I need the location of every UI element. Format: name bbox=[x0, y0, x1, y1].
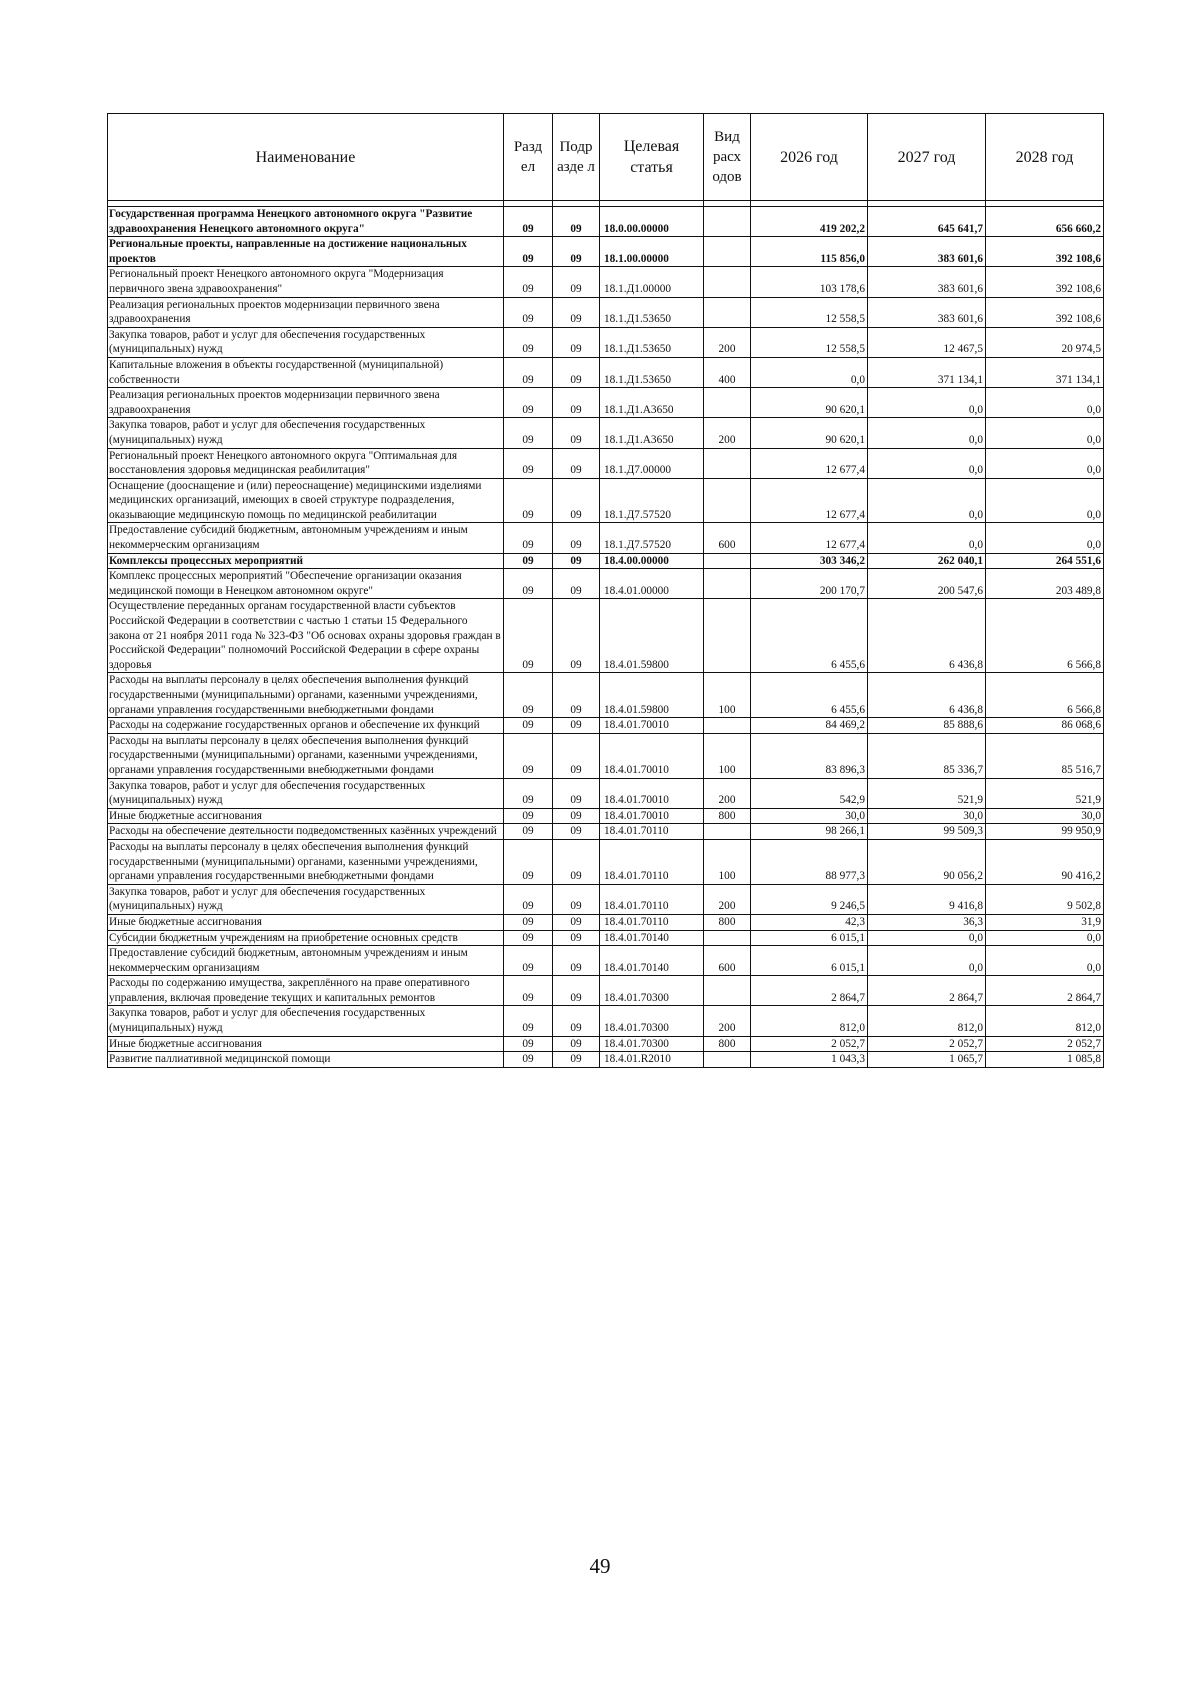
row-2026-cell: 88 977,3 bbox=[751, 839, 868, 884]
row-2027-cell: 521,9 bbox=[868, 778, 986, 808]
row-target-cell: 18.4.01.70010 bbox=[600, 778, 704, 808]
row-target-cell: 18.4.01.70010 bbox=[600, 718, 704, 734]
row-2027-cell: 36,3 bbox=[868, 914, 986, 930]
row-subsection-cell: 09 bbox=[553, 1006, 600, 1036]
row-target-cell: 18.1.Д1.53650 bbox=[600, 327, 704, 357]
row-2028-cell: 521,9 bbox=[986, 778, 1104, 808]
row-subsection-cell: 09 bbox=[553, 778, 600, 808]
row-name-cell: Предоставление субсидий бюджетным, автономным учреждениям и иным некоммерческим организациям bbox=[108, 523, 504, 553]
row-subsection-cell: 09 bbox=[553, 237, 600, 267]
table-row bbox=[108, 478, 1104, 523]
row-name-cell: Расходы на выплаты персоналу в целях обеспечения выполнения функций государственными (муниципальными) органами, казенными учреждениями, органами управления государственными внебюджетными фондами bbox=[108, 673, 504, 718]
row-name-cell: Иные бюджетные ассигнования bbox=[108, 808, 504, 824]
row-section-cell: 09 bbox=[504, 599, 553, 673]
header-section: Разд ел bbox=[504, 114, 553, 201]
row-section-cell: 09 bbox=[504, 388, 553, 418]
row-name-cell: Иные бюджетные ассигнования bbox=[108, 914, 504, 930]
table-row bbox=[108, 388, 1104, 418]
row-2027-cell: 12 467,5 bbox=[868, 327, 986, 357]
row-name-cell: Капитальные вложения в объекты государственной (муниципальной) собственности bbox=[108, 357, 504, 387]
table-row bbox=[108, 824, 1104, 840]
row-name-cell: Реализация региональных проектов модернизации первичного звена здравоохранения bbox=[108, 388, 504, 418]
row-expense-type-cell bbox=[704, 569, 751, 599]
row-section-cell: 09 bbox=[504, 839, 553, 884]
row-subsection-cell: 09 bbox=[553, 478, 600, 523]
row-2027-cell: 85 888,6 bbox=[868, 718, 986, 734]
table-row bbox=[108, 884, 1104, 914]
row-expense-type-cell bbox=[704, 207, 751, 237]
table-body bbox=[108, 201, 1104, 1068]
table-row bbox=[108, 839, 1104, 884]
row-2026-cell: 98 266,1 bbox=[751, 824, 868, 840]
row-target-cell: 18.4.01.70140 bbox=[600, 930, 704, 946]
table-row bbox=[108, 569, 1104, 599]
row-subsection-cell: 09 bbox=[553, 884, 600, 914]
row-subsection-cell: 09 bbox=[553, 673, 600, 718]
row-2027-cell: 90 056,2 bbox=[868, 839, 986, 884]
row-subsection-cell: 09 bbox=[553, 718, 600, 734]
row-2027-cell: 383 601,6 bbox=[868, 237, 986, 267]
row-2028-cell: 1 085,8 bbox=[986, 1052, 1104, 1068]
row-name-cell: Расходы на обеспечение деятельности подведомственных казённых учреждений bbox=[108, 824, 504, 840]
row-expense-type-cell bbox=[704, 237, 751, 267]
row-name-cell: Региональный проект Ненецкого автономного округа "Модернизация первичного звена здравоохранения" bbox=[108, 267, 504, 297]
row-2026-cell: 42,3 bbox=[751, 914, 868, 930]
row-2028-cell: 90 416,2 bbox=[986, 839, 1104, 884]
row-name-cell: Государственная программа Ненецкого автономного округа "Развитие здравоохранения Ненецкого автономного округа" bbox=[108, 207, 504, 237]
row-section-cell: 09 bbox=[504, 569, 553, 599]
row-section-cell: 09 bbox=[504, 418, 553, 448]
row-2026-cell: 30,0 bbox=[751, 808, 868, 824]
row-name-cell: Предоставление субсидий бюджетным, автономным учреждениям и иным некоммерческим организациям bbox=[108, 946, 504, 976]
row-2026-cell: 0,0 bbox=[751, 357, 868, 387]
row-target-cell: 18.4.01.70300 bbox=[600, 1006, 704, 1036]
row-target-cell: 18.1.Д7.57520 bbox=[600, 478, 704, 523]
row-2026-cell: 12 677,4 bbox=[751, 448, 868, 478]
row-2026-cell: 90 620,1 bbox=[751, 388, 868, 418]
row-name-cell: Закупка товаров, работ и услуг для обеспечения государственных (муниципальных) нужд bbox=[108, 327, 504, 357]
table-row bbox=[108, 599, 1104, 673]
row-section-cell: 09 bbox=[504, 673, 553, 718]
row-section-cell: 09 bbox=[504, 930, 553, 946]
row-2026-cell: 9 246,5 bbox=[751, 884, 868, 914]
row-subsection-cell: 09 bbox=[553, 733, 600, 778]
row-subsection-cell: 09 bbox=[553, 327, 600, 357]
row-2027-cell: 30,0 bbox=[868, 808, 986, 824]
row-2027-cell: 85 336,7 bbox=[868, 733, 986, 778]
row-2027-cell: 0,0 bbox=[868, 388, 986, 418]
row-expense-type-cell: 200 bbox=[704, 778, 751, 808]
row-expense-type-cell bbox=[704, 718, 751, 734]
row-2028-cell: 371 134,1 bbox=[986, 357, 1104, 387]
row-2026-cell: 812,0 bbox=[751, 1006, 868, 1036]
row-2027-cell: 6 436,8 bbox=[868, 599, 986, 673]
row-2028-cell: 86 068,6 bbox=[986, 718, 1104, 734]
row-2028-cell: 656 660,2 bbox=[986, 207, 1104, 237]
row-2027-cell: 1 065,7 bbox=[868, 1052, 986, 1068]
row-section-cell: 09 bbox=[504, 946, 553, 976]
row-expense-type-cell: 600 bbox=[704, 946, 751, 976]
row-section-cell: 09 bbox=[504, 884, 553, 914]
row-name-cell: Расходы по содержанию имущества, закреплённого на праве оперативного управления, включая проведение текущих и капитальных ремонтов bbox=[108, 976, 504, 1006]
row-section-cell: 09 bbox=[504, 297, 553, 327]
table-row bbox=[108, 930, 1104, 946]
row-2027-cell: 383 601,6 bbox=[868, 267, 986, 297]
table-row bbox=[108, 523, 1104, 553]
row-expense-type-cell: 100 bbox=[704, 733, 751, 778]
row-expense-type-cell bbox=[704, 478, 751, 523]
table-row bbox=[108, 327, 1104, 357]
row-2026-cell: 1 043,3 bbox=[751, 1052, 868, 1068]
row-subsection-cell: 09 bbox=[553, 930, 600, 946]
row-name-cell: Закупка товаров, работ и услуг для обеспечения государственных (муниципальных) нужд bbox=[108, 418, 504, 448]
row-2028-cell: 20 974,5 bbox=[986, 327, 1104, 357]
row-target-cell: 18.1.Д7.57520 bbox=[600, 523, 704, 553]
row-name-cell: Комплекс процессных мероприятий "Обеспечение организации оказания медицинской помощи в Ненецком автономном округе" bbox=[108, 569, 504, 599]
row-2028-cell: 30,0 bbox=[986, 808, 1104, 824]
row-section-cell: 09 bbox=[504, 237, 553, 267]
row-2026-cell: 12 677,4 bbox=[751, 478, 868, 523]
row-2027-cell: 0,0 bbox=[868, 523, 986, 553]
row-section-cell: 09 bbox=[504, 914, 553, 930]
row-expense-type-cell: 800 bbox=[704, 914, 751, 930]
row-subsection-cell: 09 bbox=[553, 599, 600, 673]
row-target-cell: 18.4.01.59800 bbox=[600, 673, 704, 718]
header-year-2028: 2028 год bbox=[986, 114, 1104, 201]
row-section-cell: 09 bbox=[504, 448, 553, 478]
table-row bbox=[108, 267, 1104, 297]
table-row bbox=[108, 1006, 1104, 1036]
row-target-cell: 18.0.00.00000 bbox=[600, 207, 704, 237]
row-2027-cell: 0,0 bbox=[868, 946, 986, 976]
row-target-cell: 18.4.01.70010 bbox=[600, 808, 704, 824]
row-subsection-cell: 09 bbox=[553, 569, 600, 599]
header-subsection: Подр азде л bbox=[553, 114, 600, 201]
row-target-cell: 18.4.01.59800 bbox=[600, 599, 704, 673]
row-target-cell: 18.4.01.70010 bbox=[600, 733, 704, 778]
row-2028-cell: 0,0 bbox=[986, 478, 1104, 523]
row-section-cell: 09 bbox=[504, 808, 553, 824]
row-2027-cell: 2 864,7 bbox=[868, 976, 986, 1006]
table-row bbox=[108, 418, 1104, 448]
row-target-cell: 18.1.Д1.53650 bbox=[600, 297, 704, 327]
row-name-cell: Иные бюджетные ассигнования bbox=[108, 1036, 504, 1052]
row-expense-type-cell: 400 bbox=[704, 357, 751, 387]
row-target-cell: 18.4.01.R2010 bbox=[600, 1052, 704, 1068]
table-row bbox=[108, 448, 1104, 478]
row-2026-cell: 2 864,7 bbox=[751, 976, 868, 1006]
row-2027-cell: 9 416,8 bbox=[868, 884, 986, 914]
row-subsection-cell: 09 bbox=[553, 357, 600, 387]
table-row bbox=[108, 1052, 1104, 1068]
row-expense-type-cell bbox=[704, 930, 751, 946]
row-2026-cell: 6 455,6 bbox=[751, 673, 868, 718]
row-name-cell: Региональные проекты, направленные на достижение национальных проектов bbox=[108, 237, 504, 267]
row-section-cell: 09 bbox=[504, 718, 553, 734]
row-expense-type-cell: 200 bbox=[704, 884, 751, 914]
row-2026-cell: 419 202,2 bbox=[751, 207, 868, 237]
row-2026-cell: 6 015,1 bbox=[751, 946, 868, 976]
row-2026-cell: 6 015,1 bbox=[751, 930, 868, 946]
row-2028-cell: 0,0 bbox=[986, 448, 1104, 478]
row-section-cell: 09 bbox=[504, 207, 553, 237]
row-2028-cell: 2 052,7 bbox=[986, 1036, 1104, 1052]
row-section-cell: 09 bbox=[504, 523, 553, 553]
row-section-cell: 09 bbox=[504, 1052, 553, 1068]
header-expense-type: Вид расх одов bbox=[704, 114, 751, 201]
row-section-cell: 09 bbox=[504, 733, 553, 778]
row-2028-cell: 2 864,7 bbox=[986, 976, 1104, 1006]
row-target-cell: 18.4.01.70110 bbox=[600, 824, 704, 840]
row-2027-cell: 0,0 bbox=[868, 478, 986, 523]
row-2028-cell: 0,0 bbox=[986, 930, 1104, 946]
row-2026-cell: 6 455,6 bbox=[751, 599, 868, 673]
table-header-row bbox=[108, 114, 1104, 201]
row-name-cell: Закупка товаров, работ и услуг для обеспечения государственных (муниципальных) нужд bbox=[108, 884, 504, 914]
row-name-cell: Осуществление переданных органам государственной власти субъектов Российской Федерации в соответствии с частью 1 статьи 15 Федерального закона от 21 ноября 2011 года № 323-ФЗ "Об основах охраны здоровья граждан в Российской Федерации" полномочий Российской Федерации в сфере охраны здоровья bbox=[108, 599, 504, 673]
row-expense-type-cell: 200 bbox=[704, 327, 751, 357]
budget-table bbox=[107, 113, 1104, 1068]
row-2028-cell: 9 502,8 bbox=[986, 884, 1104, 914]
row-section-cell: 09 bbox=[504, 478, 553, 523]
row-subsection-cell: 09 bbox=[553, 1052, 600, 1068]
row-expense-type-cell bbox=[704, 976, 751, 1006]
table-row bbox=[108, 297, 1104, 327]
table-row bbox=[108, 733, 1104, 778]
row-2026-cell: 103 178,6 bbox=[751, 267, 868, 297]
header-year-2026: 2026 год bbox=[751, 114, 868, 201]
row-section-cell: 09 bbox=[504, 1036, 553, 1052]
row-2028-cell: 6 566,8 bbox=[986, 673, 1104, 718]
row-2028-cell: 6 566,8 bbox=[986, 599, 1104, 673]
row-section-cell: 09 bbox=[504, 976, 553, 1006]
row-subsection-cell: 09 bbox=[553, 267, 600, 297]
row-2026-cell: 84 469,2 bbox=[751, 718, 868, 734]
table-row bbox=[108, 553, 1104, 569]
table-row bbox=[108, 914, 1104, 930]
row-subsection-cell: 09 bbox=[553, 297, 600, 327]
row-section-cell: 09 bbox=[504, 553, 553, 569]
row-target-cell: 18.1.Д1.00000 bbox=[600, 267, 704, 297]
row-section-cell: 09 bbox=[504, 1006, 553, 1036]
row-name-cell: Закупка товаров, работ и услуг для обеспечения государственных (муниципальных) нужд bbox=[108, 1006, 504, 1036]
row-2028-cell: 0,0 bbox=[986, 388, 1104, 418]
row-expense-type-cell: 800 bbox=[704, 1036, 751, 1052]
row-expense-type-cell bbox=[704, 267, 751, 297]
row-target-cell: 18.4.01.70110 bbox=[600, 884, 704, 914]
row-2027-cell: 0,0 bbox=[868, 930, 986, 946]
row-target-cell: 18.4.01.70110 bbox=[600, 839, 704, 884]
row-2027-cell: 6 436,8 bbox=[868, 673, 986, 718]
row-subsection-cell: 09 bbox=[553, 207, 600, 237]
row-expense-type-cell bbox=[704, 1052, 751, 1068]
row-2028-cell: 812,0 bbox=[986, 1006, 1104, 1036]
row-section-cell: 09 bbox=[504, 778, 553, 808]
row-name-cell: Реализация региональных проектов модернизации первичного звена здравоохранения bbox=[108, 297, 504, 327]
row-expense-type-cell bbox=[704, 599, 751, 673]
row-target-cell: 18.4.01.70140 bbox=[600, 946, 704, 976]
row-2026-cell: 200 170,7 bbox=[751, 569, 868, 599]
row-expense-type-cell: 100 bbox=[704, 673, 751, 718]
row-expense-type-cell: 200 bbox=[704, 418, 751, 448]
row-name-cell: Расходы на выплаты персоналу в целях обеспечения выполнения функций государственными (муниципальными) органами, казенными учреждениями, органами управления государственными внебюджетными фондами bbox=[108, 733, 504, 778]
row-target-cell: 18.1.Д1.53650 bbox=[600, 357, 704, 387]
row-name-cell: Оснащение (дооснащение и (или) переоснащение) медицинскими изделиями медицинских организаций, имеющих в своей структуре подразделения, оказывающие медицинскую помощь по медицинской реабилитации bbox=[108, 478, 504, 523]
row-section-cell: 09 bbox=[504, 357, 553, 387]
table-row bbox=[108, 357, 1104, 387]
row-subsection-cell: 09 bbox=[553, 388, 600, 418]
row-2028-cell: 0,0 bbox=[986, 523, 1104, 553]
row-2027-cell: 371 134,1 bbox=[868, 357, 986, 387]
row-section-cell: 09 bbox=[504, 327, 553, 357]
row-2027-cell: 2 052,7 bbox=[868, 1036, 986, 1052]
row-name-cell: Закупка товаров, работ и услуг для обеспечения государственных (муниципальных) нужд bbox=[108, 778, 504, 808]
row-2028-cell: 392 108,6 bbox=[986, 297, 1104, 327]
row-2026-cell: 542,9 bbox=[751, 778, 868, 808]
row-2027-cell: 0,0 bbox=[868, 418, 986, 448]
row-target-cell: 18.4.01.70300 bbox=[600, 1036, 704, 1052]
row-2027-cell: 99 509,3 bbox=[868, 824, 986, 840]
row-2028-cell: 203 489,8 bbox=[986, 569, 1104, 599]
row-expense-type-cell bbox=[704, 824, 751, 840]
row-expense-type-cell bbox=[704, 553, 751, 569]
row-2026-cell: 90 620,1 bbox=[751, 418, 868, 448]
row-subsection-cell: 09 bbox=[553, 553, 600, 569]
row-expense-type-cell: 600 bbox=[704, 523, 751, 553]
row-expense-type-cell: 800 bbox=[704, 808, 751, 824]
row-expense-type-cell bbox=[704, 297, 751, 327]
row-expense-type-cell bbox=[704, 448, 751, 478]
row-target-cell: 18.1.Д1.А3650 bbox=[600, 418, 704, 448]
table-row bbox=[108, 1036, 1104, 1052]
row-expense-type-cell: 100 bbox=[704, 839, 751, 884]
row-subsection-cell: 09 bbox=[553, 1036, 600, 1052]
row-2028-cell: 85 516,7 bbox=[986, 733, 1104, 778]
row-2026-cell: 2 052,7 bbox=[751, 1036, 868, 1052]
row-2027-cell: 0,0 bbox=[868, 448, 986, 478]
row-expense-type-cell: 200 bbox=[704, 1006, 751, 1036]
row-subsection-cell: 09 bbox=[553, 808, 600, 824]
row-2028-cell: 0,0 bbox=[986, 418, 1104, 448]
row-2026-cell: 12 558,5 bbox=[751, 327, 868, 357]
row-subsection-cell: 09 bbox=[553, 914, 600, 930]
page-number: 49 bbox=[589, 1554, 611, 1578]
table-row bbox=[108, 778, 1104, 808]
row-subsection-cell: 09 bbox=[553, 523, 600, 553]
row-target-cell: 18.4.01.70300 bbox=[600, 976, 704, 1006]
row-target-cell: 18.1.00.00000 bbox=[600, 237, 704, 267]
row-2026-cell: 83 896,3 bbox=[751, 733, 868, 778]
row-subsection-cell: 09 bbox=[553, 946, 600, 976]
row-2027-cell: 383 601,6 bbox=[868, 297, 986, 327]
table-row bbox=[108, 237, 1104, 267]
row-target-cell: 18.4.01.00000 bbox=[600, 569, 704, 599]
table-row bbox=[108, 946, 1104, 976]
row-name-cell: Расходы на выплаты персоналу в целях обеспечения выполнения функций государственными (муниципальными) органами, казенными учреждениями, органами управления государственными внебюджетными фондами bbox=[108, 839, 504, 884]
row-section-cell: 09 bbox=[504, 267, 553, 297]
row-2026-cell: 12 558,5 bbox=[751, 297, 868, 327]
header-name: Наименование bbox=[108, 114, 504, 201]
row-name-cell: Комплексы процессных мероприятий bbox=[108, 553, 504, 569]
row-2028-cell: 264 551,6 bbox=[986, 553, 1104, 569]
row-target-cell: 18.4.00.00000 bbox=[600, 553, 704, 569]
table-row bbox=[108, 808, 1104, 824]
row-target-cell: 18.1.Д1.А3650 bbox=[600, 388, 704, 418]
row-2027-cell: 262 040,1 bbox=[868, 553, 986, 569]
row-subsection-cell: 09 bbox=[553, 418, 600, 448]
row-target-cell: 18.1.Д7.00000 bbox=[600, 448, 704, 478]
row-2027-cell: 645 641,7 bbox=[868, 207, 986, 237]
table-row bbox=[108, 976, 1104, 1006]
row-2026-cell: 115 856,0 bbox=[751, 237, 868, 267]
row-expense-type-cell bbox=[704, 388, 751, 418]
row-subsection-cell: 09 bbox=[553, 839, 600, 884]
row-2028-cell: 392 108,6 bbox=[986, 267, 1104, 297]
row-2027-cell: 200 547,6 bbox=[868, 569, 986, 599]
row-2027-cell: 812,0 bbox=[868, 1006, 986, 1036]
row-2028-cell: 31,9 bbox=[986, 914, 1104, 930]
row-section-cell: 09 bbox=[504, 824, 553, 840]
row-name-cell: Развитие паллиативной медицинской помощи bbox=[108, 1052, 504, 1068]
row-subsection-cell: 09 bbox=[553, 448, 600, 478]
table-row bbox=[108, 207, 1104, 237]
table-row bbox=[108, 718, 1104, 734]
table-row bbox=[108, 673, 1104, 718]
row-name-cell: Субсидии бюджетным учреждениям на приобретение основных средств bbox=[108, 930, 504, 946]
row-2028-cell: 99 950,9 bbox=[986, 824, 1104, 840]
row-subsection-cell: 09 bbox=[553, 824, 600, 840]
row-2026-cell: 303 346,2 bbox=[751, 553, 868, 569]
row-target-cell: 18.4.01.70110 bbox=[600, 914, 704, 930]
row-name-cell: Расходы на содержание государственных органов и обеспечение их функций bbox=[108, 718, 504, 734]
header-target-article: Целевая статья bbox=[600, 114, 704, 201]
header-year-2027: 2027 год bbox=[868, 114, 986, 201]
row-2026-cell: 12 677,4 bbox=[751, 523, 868, 553]
row-2028-cell: 392 108,6 bbox=[986, 237, 1104, 267]
row-subsection-cell: 09 bbox=[553, 976, 600, 1006]
row-2028-cell: 0,0 bbox=[986, 946, 1104, 976]
row-name-cell: Региональный проект Ненецкого автономного округа "Оптимальная для восстановления здоровья медицинская реабилитация" bbox=[108, 448, 504, 478]
